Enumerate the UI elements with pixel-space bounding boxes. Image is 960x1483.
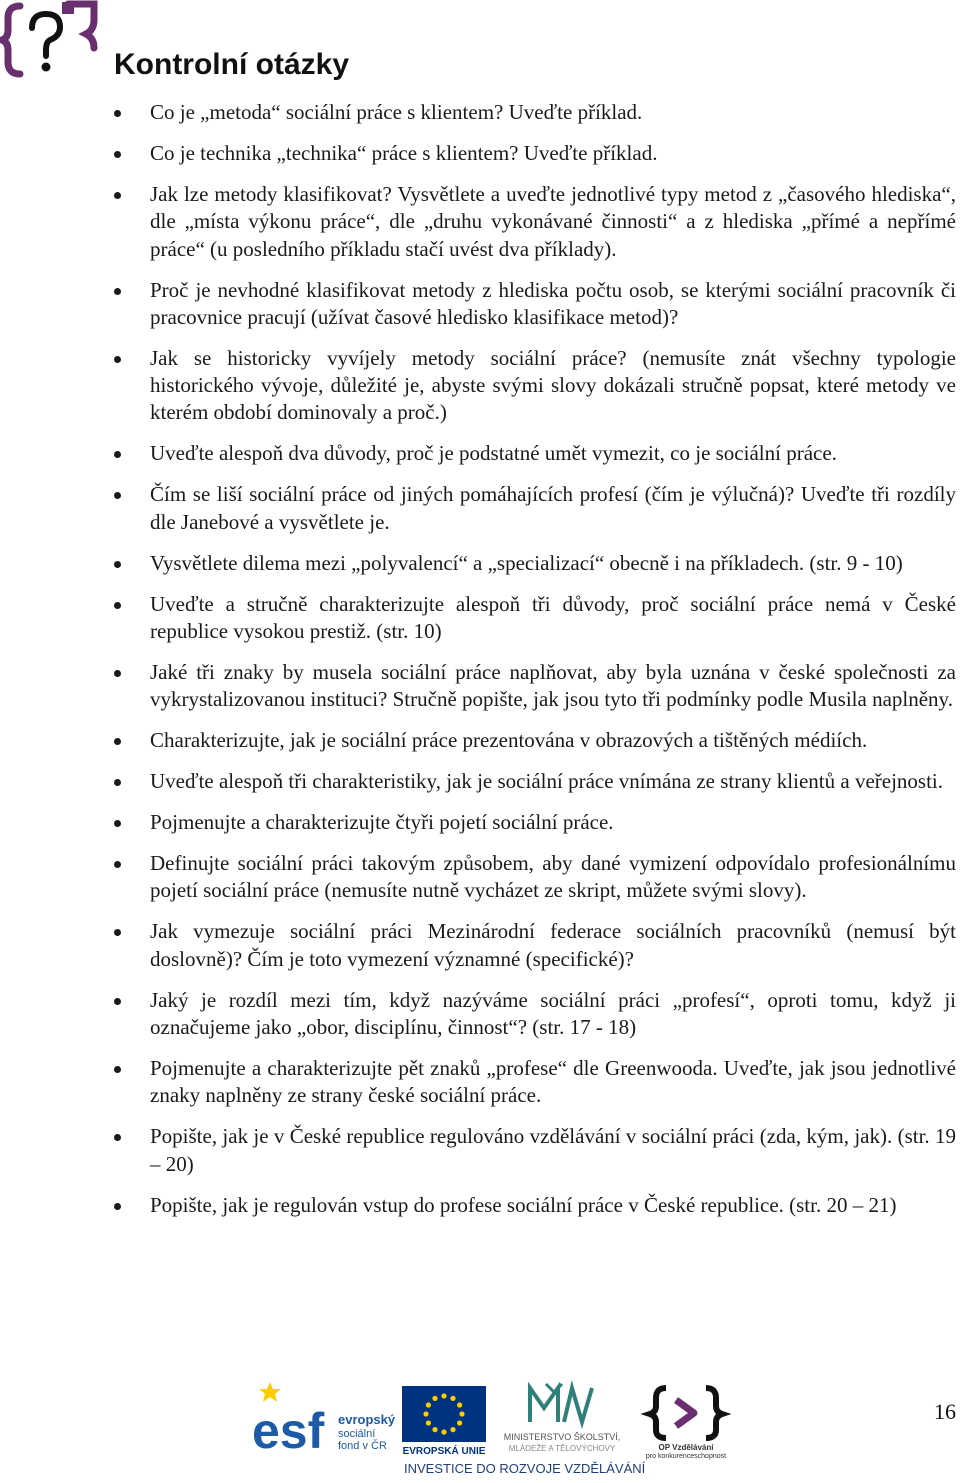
- list-item: [114, 481, 956, 536]
- question-text: Uveďte alespoň dva důvody, proč je podstatné umět vymezit, co je sociální práce.: [150, 441, 837, 466]
- question-text: Jak lze metody klasifikovat? Vysvětlete a uveďte jednotlivé typy metod z „časového hlediska“, dle „místa výkonu práce“, dle „druhu vykonávané činnosti“ a z hlediska „přímé a nepřímé práce“ (u posledního příkladu stačí uvést dva příklady).: [150, 181, 956, 261]
- bullet-icon: [114, 602, 121, 609]
- bullet-icon: [114, 1134, 121, 1141]
- bullet-icon: [114, 861, 121, 868]
- question-text: Uveďte alespoň tři charakteristiky, jak je sociální práce vnímána ze strany klientů a veřejnosti.: [150, 769, 944, 794]
- op-text-1: OP Vzdělávání: [658, 1443, 714, 1452]
- bullet-icon: [114, 670, 121, 677]
- question-text: Popište, jak je v České republice regulováno vzdělávání v sociální práci (zda, kým, jak). (str. 19 – 20): [150, 1124, 956, 1176]
- list-item: [114, 918, 956, 973]
- page-number: 16: [934, 1399, 956, 1424]
- bullet-icon: [114, 492, 121, 499]
- question-text: Co je technika „technika“ práce s klientem? Uveďte příklad.: [150, 140, 658, 165]
- list-item: [114, 277, 956, 332]
- list-item: [114, 850, 956, 905]
- bullet-icon: [114, 451, 121, 458]
- question-text: Definujte sociální práci takovým způsobem, aby dané vymizení odpovídalo profesionálnímu pojetí sociální práce (nemusíte nutně vycházet ze skript, můžete svými slovy).: [150, 851, 956, 903]
- eu-star: [426, 1420, 431, 1425]
- question-text: Čím se liší sociální práce od jiných pomáhajících profesí (čím je výlučná)? Uveďte tři rozdíly dle Janebové a vysvětlete je.: [150, 482, 956, 534]
- svg-text:esf: esf: [252, 1403, 325, 1459]
- question-text: Proč je nevhodné klasifikovat metody z hlediska počtu osob, se kterými sociální pracovník či pracovnice pracují (užívat časové hledisko klasifikace metod)?: [150, 277, 956, 329]
- banner-text: INVESTICE DO ROZVOJE VZDĚLÁVÁNÍ: [404, 1461, 646, 1476]
- list-item: [114, 809, 956, 836]
- bullet-icon: [114, 820, 121, 827]
- eu-star: [423, 1411, 428, 1416]
- list-item: [114, 768, 956, 795]
- esf-text-3: fond v ČR: [338, 1440, 387, 1452]
- question-text: Charakterizujte, jak je sociální práce prezentována v obrazových a tištěných médiích.: [150, 728, 868, 753]
- bullet-icon: [114, 1066, 121, 1073]
- eu-star: [459, 1411, 464, 1416]
- msmt-text-1: MINISTERSTVO ŠKOLSTVÍ,: [503, 1432, 621, 1442]
- eu-star: [426, 1402, 431, 1407]
- bullet-icon: [114, 779, 121, 786]
- bullet-icon: [114, 192, 121, 199]
- msmt-text-2: MLÁDEŽE A TĚLOVÝCHOVY: [508, 1444, 616, 1453]
- eu-star: [457, 1402, 462, 1407]
- eu-star: [441, 1429, 446, 1434]
- eu-flag-logo: [400, 1384, 490, 1456]
- question-text: Jak vymezuje sociální práci Mezinárodní federace sociálních pracovníků (nemusí být doslovně)? Čím je toto vymezení významné (specifické)?: [150, 919, 956, 971]
- list-item: [114, 591, 956, 646]
- esf-text-2: sociální: [338, 1428, 376, 1440]
- bullet-icon: [114, 110, 121, 117]
- op-text-2: pro konkurenceschopnost: [645, 1453, 727, 1460]
- footer-logos: [250, 1378, 830, 1478]
- eu-star: [457, 1420, 462, 1425]
- bullet-icon: [114, 561, 121, 568]
- question-list: [114, 99, 956, 1233]
- list-item: [114, 1123, 956, 1178]
- question-text: Pojmenujte a charakterizujte čtyři pojetí sociální práce.: [150, 810, 614, 835]
- op-vzdelavani-logo: [636, 1378, 736, 1460]
- bullet-icon: [114, 1203, 121, 1210]
- bullet-icon: [114, 151, 121, 158]
- list-item: [114, 727, 956, 754]
- list-item: [114, 140, 956, 167]
- question-text: Pojmenujte a charakterizujte pět znaků „profese“ dle Greenwooda. Uveďte, jak jsou jednotlivé znaky naplněny ze strany české sociální práce.: [150, 1056, 956, 1108]
- list-item: [114, 550, 956, 577]
- eu-star: [450, 1427, 455, 1432]
- list-item: [114, 659, 956, 714]
- bullet-icon: [114, 356, 121, 363]
- esf-text-1: evropský: [338, 1412, 396, 1427]
- msmt-logo: [492, 1378, 642, 1456]
- eu-label: EVROPSKÁ UNIE: [402, 1446, 486, 1457]
- question-text: Jaký je rozdíl mezi tím, když nazýváme sociální práci „profesí“, oproti tomu, když ji označujeme jako „obor, disciplínu, činnost“? (str. 17 - 18): [150, 987, 956, 1040]
- esf-logo: [250, 1378, 400, 1459]
- eu-star: [432, 1427, 437, 1432]
- list-item: [114, 1192, 956, 1219]
- eu-star: [450, 1396, 455, 1401]
- list-item: [114, 345, 956, 427]
- question-mark-brackets-icon: [0, 0, 100, 82]
- bullet-icon: [114, 929, 121, 936]
- question-text: Vysvětlete dilema mezi „polyvalencí“ a „specializací“ obecně i na příkladech. (str. 9 - 10): [150, 550, 903, 575]
- question-text: Co je „metoda“ sociální práce s klientem? Uveďte příklad.: [150, 100, 643, 124]
- list-item: [114, 181, 956, 263]
- bullet-icon: [114, 288, 121, 295]
- question-text: Jaké tři znaky by musela sociální práce naplňovat, aby byla uznána v české společnosti za vykrystalizovanou instituci? Stručně popište, jak jsou tyto tři podmínky podle Musila naplněny.: [150, 659, 956, 712]
- list-item: [114, 1055, 956, 1110]
- question-text: Popište, jak je regulován vstup do profese sociální práce v České republice. (str. 20 – 21): [150, 1192, 897, 1217]
- list-item: [114, 987, 956, 1042]
- question-text: Jak se historicky vyvíjely metody sociální práce? (nemusíte znát všechny typologie historického vývoje, důležité je, abyste svými slovy dokázali stručně popsat, které metody ve kterém období dominovaly a proč.): [150, 345, 956, 425]
- bullet-icon: [114, 998, 121, 1005]
- eu-star: [441, 1393, 446, 1398]
- page-title: Kontrolní otázky: [114, 48, 350, 81]
- question-text: Uveďte a stručně charakterizujte alespoň tři důvody, proč sociální práce nemá v České republice vysokou prestiž. (str. 10): [150, 591, 956, 643]
- eu-star: [432, 1396, 437, 1401]
- investice-banner: [400, 1458, 670, 1478]
- list-item: [114, 440, 956, 467]
- list-item: [114, 99, 956, 126]
- bullet-icon: [114, 738, 121, 745]
